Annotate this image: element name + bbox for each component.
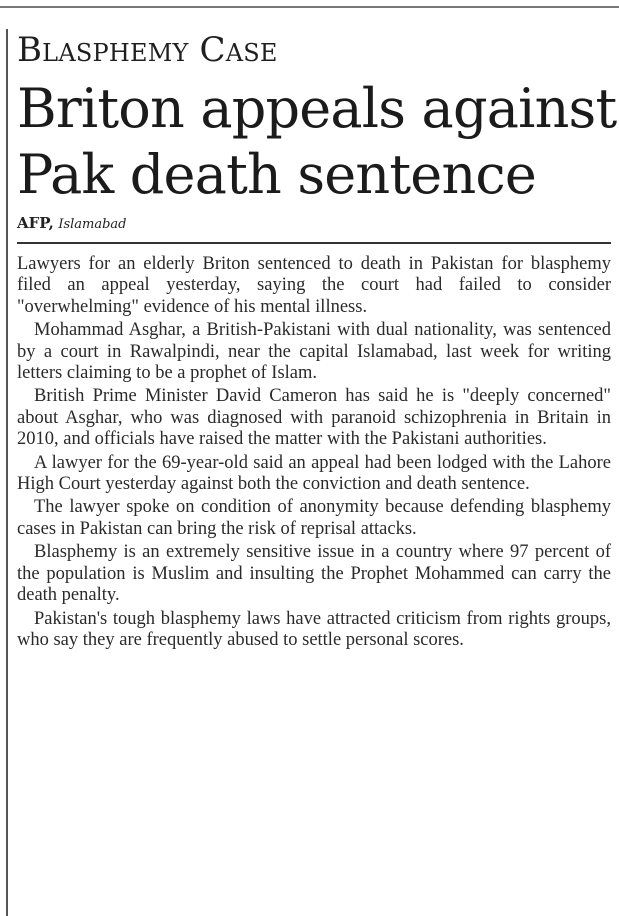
byline-location: Islamabad	[58, 217, 127, 232]
headline-line-1: Briton appeals against	[17, 77, 617, 140]
article-paragraph-3: British Prime Minister David Cameron has said he is "deeply concerned" about Asghar, who was diagnosed with paranoid schizophrenia in Britain in 2010, and officials have raised the matter with the Pakistani authorities.	[17, 386, 611, 450]
column-border-rule	[6, 29, 8, 916]
article-kicker: Blasphemy Case	[17, 30, 278, 70]
article-paragraph-5: The lawyer spoke on condition of anonymity because defending blasphemy cases in Pakistan can bring the risk of reprisal attacks.	[17, 497, 611, 539]
article-body	[17, 254, 611, 651]
article-paragraph-4: A lawyer for the 69-year-old said an appeal had been lodged with the Lahore High Court yesterday against both the conviction and death sentence.	[17, 452, 611, 495]
top-border-rule	[0, 6, 619, 8]
article-paragraph-2: Mohammad Asghar, a British-Pakistani with dual nationality, was sentenced by a court in Rawalpindi, near the capital Islamabad, last week for writing letters claiming to be a prophet of Islam.	[17, 320, 611, 384]
headline-line-2: Pak death sentence	[17, 143, 537, 206]
byline-agency: AFP,	[17, 214, 54, 232]
article-paragraph-1: Lawyers for an elderly Briton sentenced to death in Pakistan for blasphemy filed an appeal yesterday, saying the court had failed to consider "overwhelming" evidence of his mental illness.	[17, 254, 611, 317]
news-article	[17, 30, 617, 653]
article-paragraph-6: Blasphemy is an extremely sensitive issue in a country where 97 percent of the population is Muslim and insulting the Prophet Mohammed can carry the death penalty.	[17, 542, 611, 606]
article-paragraph-7: Pakistan's tough blasphemy laws have attracted criticism from rights groups, who say they are frequently abused to settle personal scores.	[17, 608, 611, 650]
article-headline	[17, 76, 617, 208]
byline-divider	[17, 242, 611, 244]
article-byline	[17, 214, 614, 234]
